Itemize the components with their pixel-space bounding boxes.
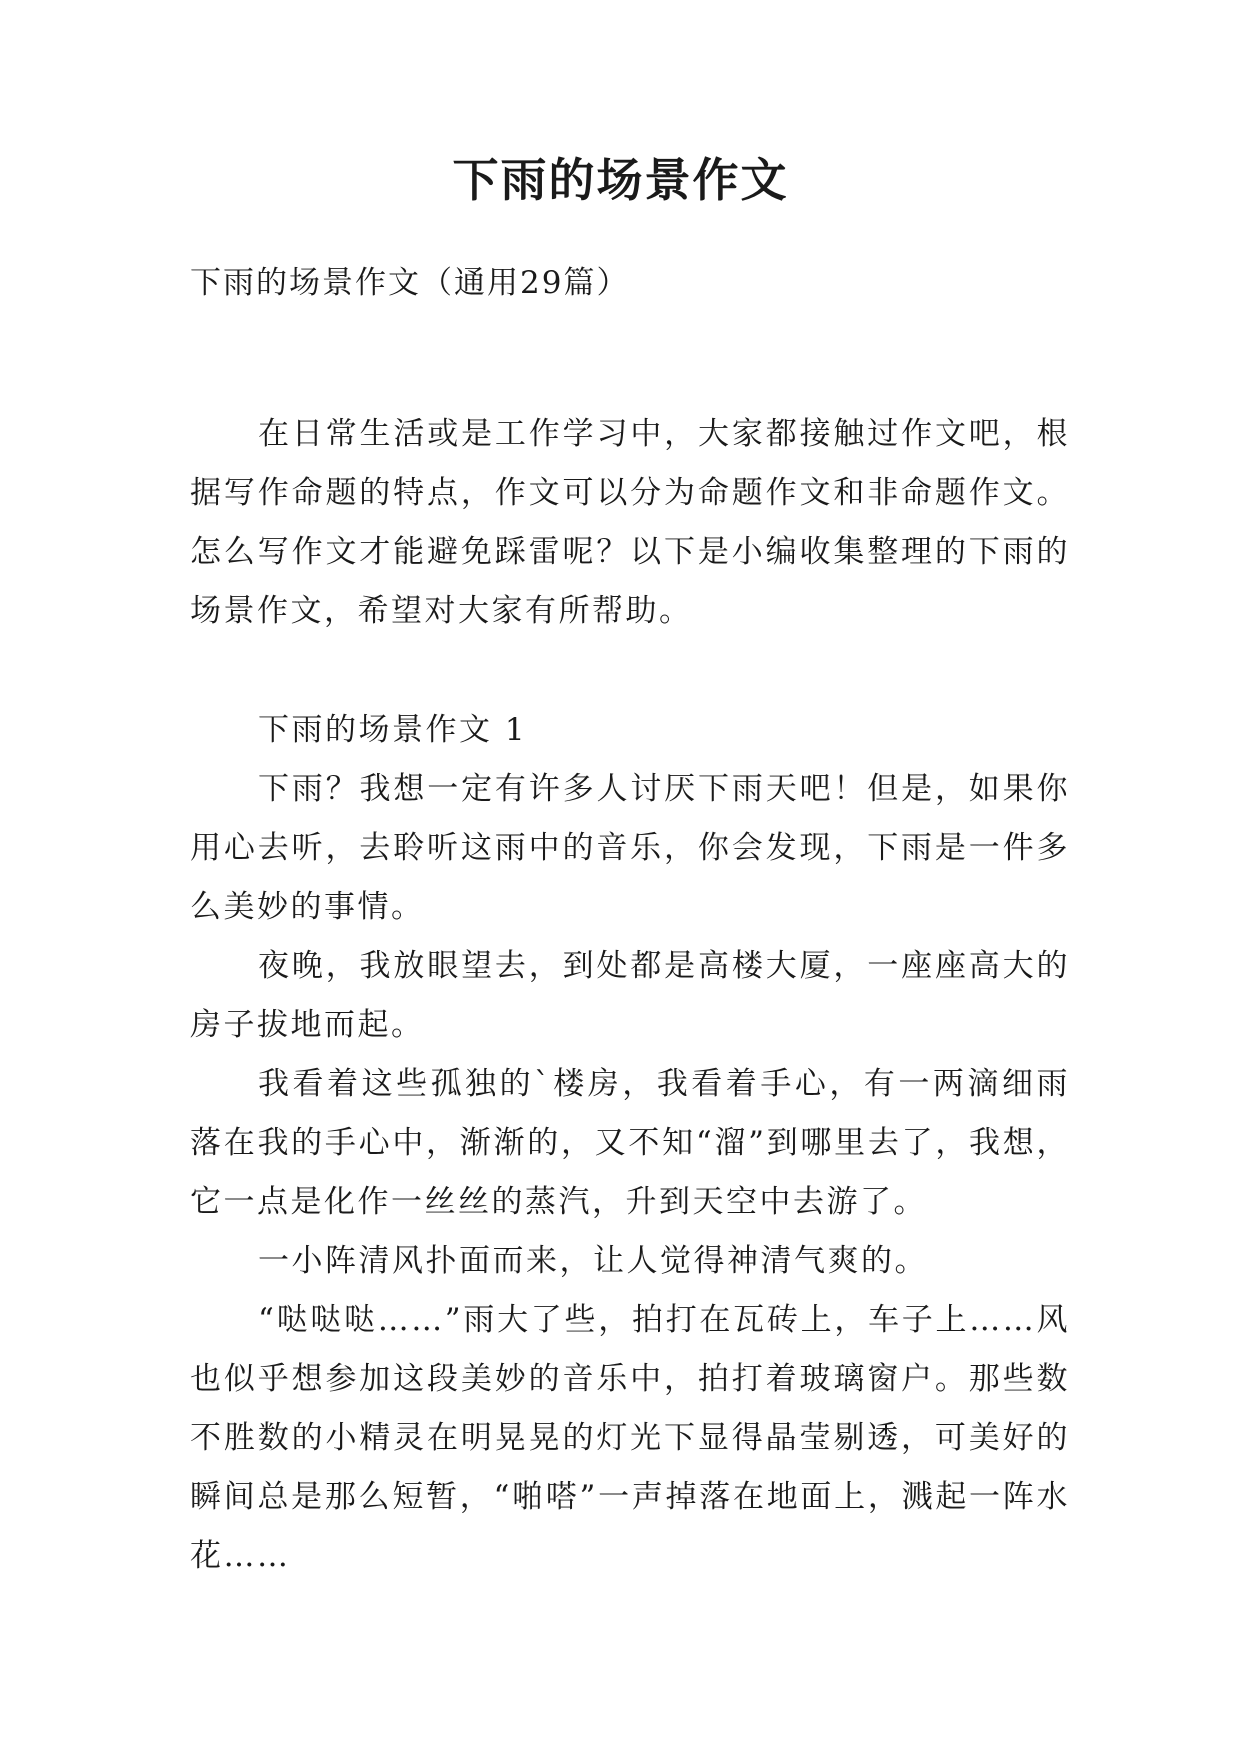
body-paragraph: 我看着这些孤独的`楼房，我看着手心，有一两滴细雨落在我的手心中，渐渐的，又不知“溜”到哪里去了，我想，它一点是化作一丝丝的蒸汽，升到天空中去游了。 <box>190 1066 1070 1220</box>
document-subtitle: 下雨的场景作文（通用29篇） <box>190 265 630 301</box>
intro-paragraph: 在日常生活或是工作学习中，大家都接触过作文吧，根据写作命题的特点，作文可以分为命题作文和非命题作文。怎么写作文才能避免踩雷呢？以下是小编收集整理的下雨的场景作文，希望对大家有所帮助。 <box>190 416 1070 629</box>
section-heading: 下雨的场景作文 1 <box>258 712 528 748</box>
body-paragraph: “哒哒哒……”雨大了些，拍打在瓦砖上，车子上……风也似乎想参加这段美妙的音乐中，拍打着玻璃窗户。那些数不胜数的小精灵在明晃晃的灯光下显得晶莹剔透，可美好的瞬间总是那么短暂，“啪嗒”一声掉落在地面上，溅起一阵水花…… <box>190 1302 1070 1574</box>
document-title: 下雨的场景作文 <box>452 153 789 207</box>
body-paragraph: 夜晚，我放眼望去，到处都是高楼大厦，一座座高大的房子拔地而起。 <box>190 948 1070 1043</box>
body-paragraph: 一小阵清风扑面而来，让人觉得神清气爽的。 <box>258 1243 928 1279</box>
document-body <box>190 405 1070 1586</box>
body-paragraph: 下雨？我想一定有许多人讨厌下雨天吧！但是，如果你用心去听，去聆听这雨中的音乐，你会发现，下雨是一件多么美妙的事情。 <box>190 771 1070 925</box>
